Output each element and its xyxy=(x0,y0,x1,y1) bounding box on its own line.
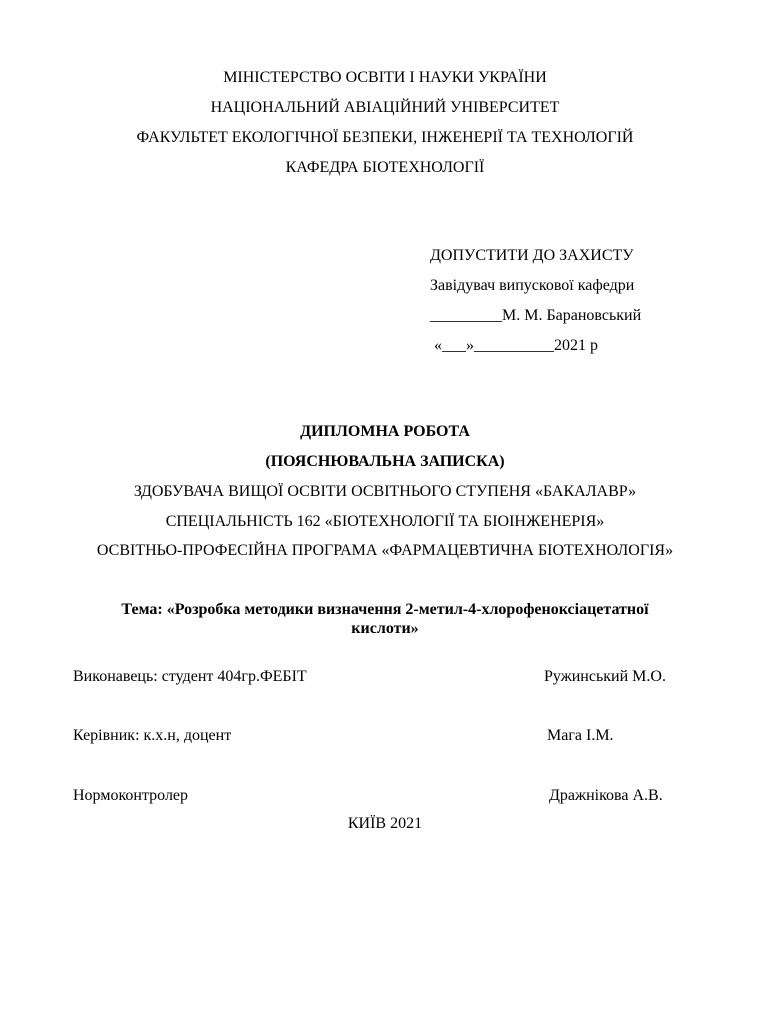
ministry-name: МІНІСТЕРСТВО ОСВІТИ І НАУКИ УКРАЇНИ xyxy=(223,69,547,86)
normcontrol-label: Нормоконтролер xyxy=(73,787,189,804)
faculty-name: ФАКУЛЬТЕТ ЕКОЛОГІЧНОЇ БЕЗПЕКИ, ІНЖЕНЕРІЇ ТА ТЕХНОЛОГІЙ xyxy=(136,129,634,146)
topic-line-1: Тема: «Розробка методики визначення 2-метил-4-хлорофеноксіацетатної xyxy=(121,601,649,618)
department-name: КАФЕДРА БІОТЕХНОЛОГІЇ xyxy=(285,159,485,176)
program-line: ОСВІТНЬО-ПРОФЕСІЙНА ПРОГРАМА «ФАРМАЦЕВТИЧНА БІОТЕХНОЛОГІЯ» xyxy=(96,542,674,559)
executor-name: Ружинський М.О. xyxy=(544,668,666,685)
supervisor-label: Керівник: к.х.н, доцент xyxy=(73,727,232,744)
topic-line-2: кислоти» xyxy=(351,620,419,637)
university-name: НАЦІОНАЛЬНИЙ АВІАЦІЙНИЙ УНІВЕРСИТЕТ xyxy=(210,99,560,116)
document-subtitle: (ПОЯСНЮВАЛЬНА ЗАПИСКА) xyxy=(265,453,505,470)
supervisor-name: Мага І.М. xyxy=(547,727,614,744)
specialty-line: СПЕЦІАЛЬНІСТЬ 162 «БІОТЕХНОЛОГІЇ ТА БІОІНЖЕНЕРІЯ» xyxy=(165,513,605,530)
approval-role: Завідувач випускової кафедри xyxy=(430,277,635,294)
city-year: КИЇВ 2021 xyxy=(347,815,423,832)
document-title: ДИПЛОМНА РОБОТА xyxy=(300,423,470,440)
approval-title: ДОПУСТИТИ ДО ЗАХИСТУ xyxy=(430,247,634,264)
approval-signature: _________М. М. Барановський xyxy=(430,307,642,324)
executor-label: Виконавець: студент 404гр.ФЕБІТ xyxy=(73,668,307,685)
degree-line: ЗДОБУВАЧА ВИЩОЇ ОСВІТИ ОСВІТНЬОГО СТУПЕНЯ «БАКАЛАВР» xyxy=(133,483,637,500)
approval-date: «___»__________2021 р xyxy=(430,337,598,354)
normcontrol-name: Дражнікова А.В. xyxy=(549,787,663,804)
